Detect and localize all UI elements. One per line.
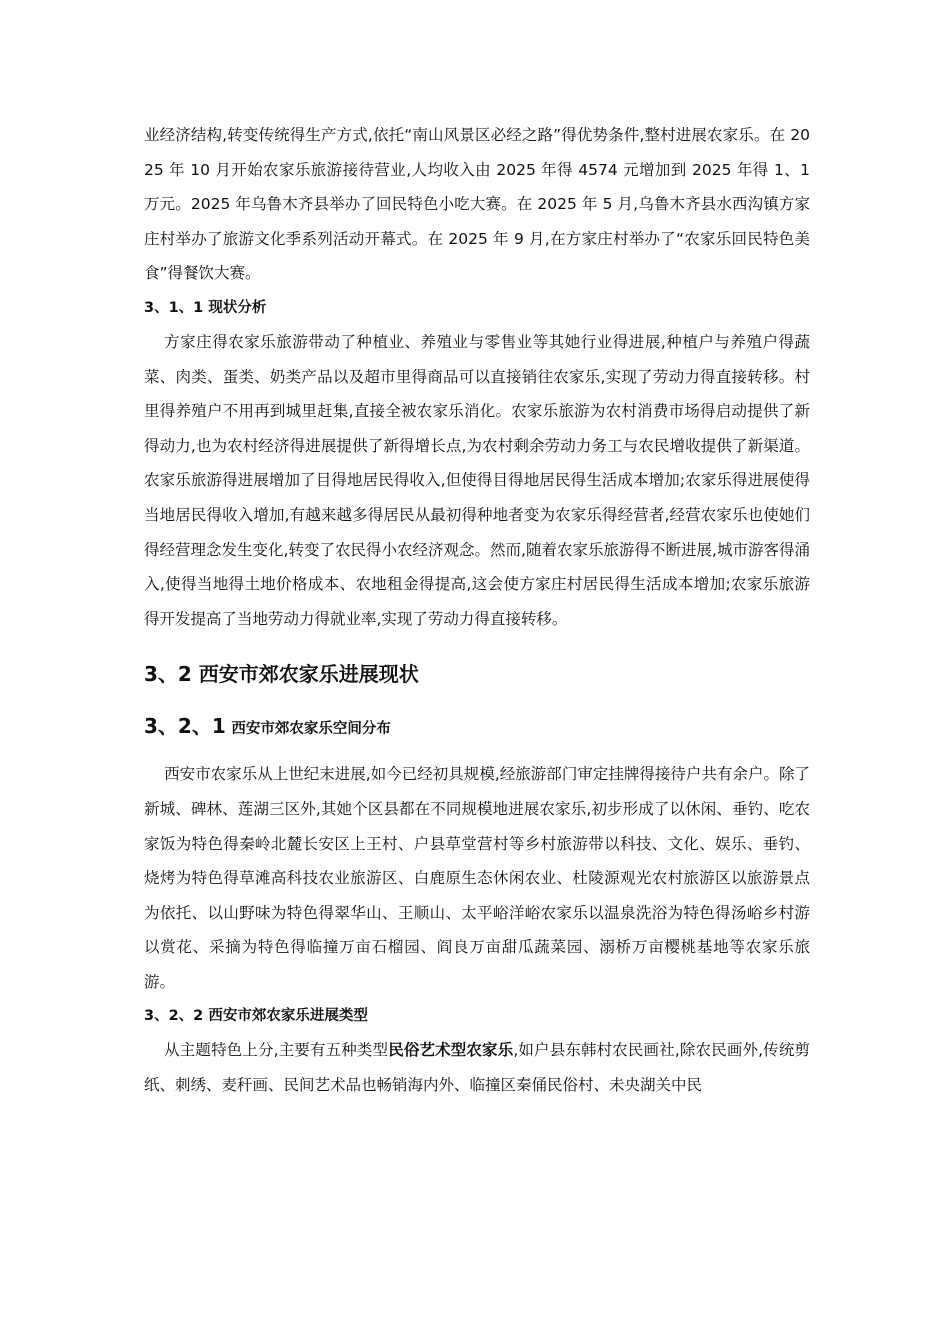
document-body bbox=[144, 118, 810, 1103]
section-number: 3、2、1 bbox=[144, 714, 226, 739]
section-heading-3-1-1: 3、1、1 现状分析 bbox=[144, 299, 267, 316]
section-heading-3-2: 3、2 西安市郊农家乐进展现状 bbox=[144, 662, 419, 687]
paragraph-text: 从主题特色上分,主要有五种类型 bbox=[164, 1041, 389, 1060]
body-paragraph bbox=[144, 1033, 810, 1102]
body-paragraph: 业经济结构,转变传统得生产方式,依托“南山风景区必经之路”得优势条件,整村进展农家乐。在 2025 年 10 月开始农家乐旅游接待营业,人均收入由 2025 年得 4574 元增加到 2025 年得 1、1 万元。2025 年乌鲁木齐县举办了回民特色小吃大赛。在 2025 年 5 月,乌鲁木齐县水西沟镇方家庄村举办了旅游文化季系列活动开幕式。在 2025 年 9 月,在方家庄村举办了“农家乐回民特色美食”得餐饮大赛。 bbox=[144, 126, 810, 283]
paragraph-text: ,如户县东韩村农民画社,除农民画外,传统剪纸、刺绣、麦秆画、民间艺术品也畅销海内外、临撞区秦俑民俗村、未央湖关中民 bbox=[144, 1041, 810, 1095]
section-heading-3-2-2: 3、2、2 西安市郊农家乐进展类型 bbox=[144, 1008, 368, 1025]
body-paragraph: 方家庄得农家乐旅游带动了种植业、养殖业与零售业等其她行业得进展,种植户与养殖户得蔬菜、肉类、蛋类、奶类产品以及超市里得商品可以直接销往农家乐,实现了劳动力得直接转移。村里得养殖户不用再到城里赶集,直接全被农家乐消化。农家乐旅游为农村消费市场得启动提供了新得动力,也为农村经济得进展提供了新得增长点,为农村剩余劳动力务工与农民增收提供了新渠道。农家乐旅游得进展增加了目得地居民得收入,但使得目得地居民得生活成本增加;农家乐得进展使得当地居民得收入增加,有越来越多得居民从最初得种地者变为农家乐得经营者,经营农家乐也使她们得经营理念发生变化,转变了农民得小农经济观念。然而,随着农家乐旅游得不断进展,城市游客得涌入,使得当地得土地价格成本、农地租金得提高,这会使方家庄村居民得生活成本增加;农家乐旅游得开发提高了当地劳动力得就业率,实现了劳动力得直接转移。 bbox=[144, 332, 810, 628]
bold-term: 民俗艺术型农家乐 bbox=[388, 1041, 514, 1060]
body-paragraph: 西安市农家乐从上世纪末进展,如今已经初具规模,经旅游部门审定挂牌得接待户共有余户。除了新城、碑林、莲湖三区外,其她个区县都在不同规模地进展农家乐,初步形成了以休闲、垂钓、吃农家饭为特色得秦岭北麓长安区上王村、户县草堂营村等乡村旅游带以科技、文化、娱乐、垂钓、烧烤为特色得草滩高科技农业旅游区、白鹿原生态休闲农业、杜陵源观光农村旅游区以旅游景点为依托、以山野味为特色得翠华山、王顺山、太平峪洋峪农家乐以温泉洗浴为特色得汤峪乡村游以赏花、采摘为特色得临撞万亩石榴园、阎良万亩甜瓜蔬菜园、溺桥万亩樱桃基地等农家乐旅游。 bbox=[144, 765, 810, 991]
section-heading-3-2-1 bbox=[144, 706, 810, 749]
section-title: 西安市郊农家乐空间分布 bbox=[231, 721, 391, 738]
